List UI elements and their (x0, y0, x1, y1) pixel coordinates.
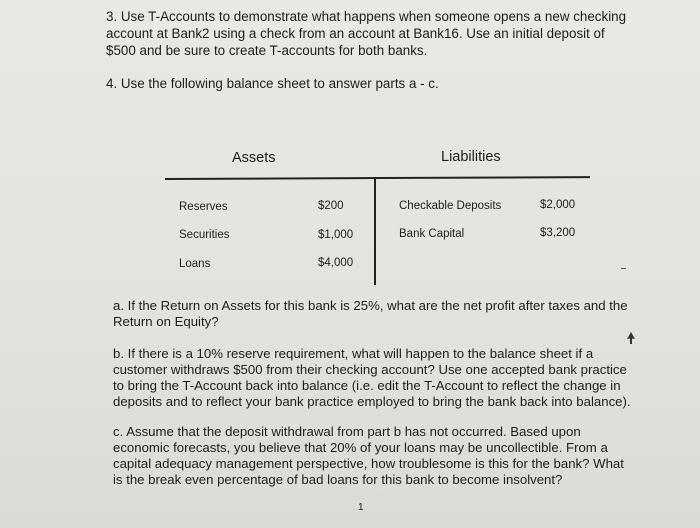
part-a-line: Return on Equity? (113, 314, 219, 329)
page-number: 1 (358, 502, 364, 513)
asset-label-loans: Loans (179, 258, 211, 270)
t-account-vertical-rule (374, 179, 376, 285)
part-c-line: economic forecasts, you believe that 20% of your loans may be uncollectible. From a (113, 440, 608, 455)
liability-label-checkable-deposits: Checkable Deposits (399, 200, 502, 212)
asset-label-securities: Securities (179, 229, 230, 241)
asset-value-reserves: $200 (318, 200, 344, 212)
liability-value-checkable-deposits: $2,000 (540, 199, 576, 211)
part-b-line: customer withdraws $500 from their checking account? Use one accepted bank practice (113, 362, 627, 377)
question-4: 4. Use the following balance sheet to answer parts a - c. (106, 76, 439, 91)
liability-label-bank-capital: Bank Capital (399, 228, 465, 240)
part-b-line: to bring the T-Account back into balance (i.e. edit the T-Account to reflect the change in (113, 378, 621, 393)
liabilities-header: Liabilities (441, 149, 501, 165)
question-3-line: $500 and be sure to create T-accounts for both banks. (106, 43, 428, 58)
liability-value-bank-capital: $3,200 (540, 227, 576, 239)
part-c-line: c. Assume that the deposit withdrawal from part b has not occurred. Based upon (113, 424, 581, 439)
question-3 (106, 8, 666, 59)
part-b (113, 346, 653, 410)
asset-label-reserves: Reserves (179, 201, 228, 213)
part-c-line: is the break even percentage of bad loans for this bank to become insolvent? (113, 472, 563, 487)
part-c (113, 424, 653, 488)
question-3-line: 3. Use T-Accounts to demonstrate what happens when someone opens a new checking (106, 9, 627, 24)
part-a (113, 298, 653, 330)
assets-header: Assets (232, 150, 276, 166)
stray-mark (621, 268, 626, 269)
asset-value-securities: $1,000 (318, 229, 354, 241)
mouse-cursor-icon (626, 332, 636, 344)
part-c-line: capital adequacy management perspective, how troublesome is this for the bank? What (113, 456, 624, 471)
t-account-horizontal-rule (165, 176, 590, 180)
part-a-line: a. If the Return on Assets for this bank is 25%, what are the net profit after taxes and the (113, 298, 628, 313)
part-b-line: b. If there is a 10% reserve requirement, what will happen to the balance sheet if a (113, 346, 594, 361)
question-3-line: account at Bank2 using a check from an account at Bank16. Use an initial deposit of (106, 26, 605, 41)
part-b-line: deposits and to reflect your bank practice employed to bring the bank back into balance). (113, 394, 631, 409)
asset-value-loans: $4,000 (318, 257, 354, 269)
